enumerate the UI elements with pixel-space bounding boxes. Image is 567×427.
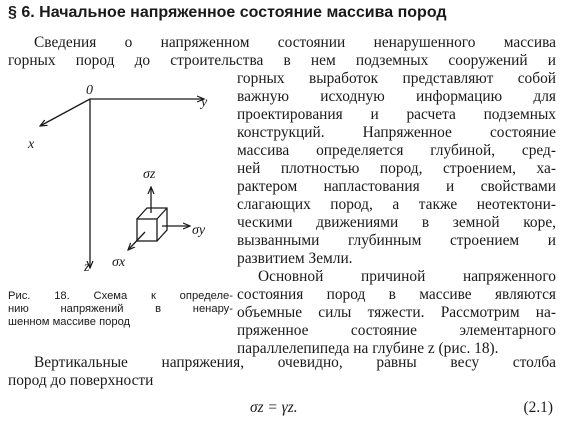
paragraph-line: проектирования и расчета подземных xyxy=(237,106,556,123)
section-heading: § 6. Начальное напряженное состояние массива пород xyxy=(8,4,447,21)
figure-caption-line: нию напряжений в ненару- xyxy=(8,303,233,315)
figure-caption-line: шенном массиве пород xyxy=(8,316,131,328)
paragraph-line: массива определяется глубиной, сред- xyxy=(237,142,556,159)
paragraph-line: рактером напластования и свойствами xyxy=(237,178,556,195)
paragraph-line: объемные силы тяжести. Рассмотрим на- xyxy=(237,304,556,321)
paragraph-line: пряженное состояние элементарного xyxy=(237,322,556,339)
x-axis xyxy=(40,99,90,126)
paragraph-line: ней плотностью пород, строением, ха- xyxy=(237,160,556,177)
paragraph-line: горных выработок представляют собой xyxy=(237,70,556,87)
paragraph-line: параллелепипеда на глубине z (рис. 18). xyxy=(237,340,499,357)
axis-label-y: y xyxy=(201,95,208,110)
stress-label-sigma-z: σz xyxy=(143,167,156,182)
paragraph-line: горных пород до строительства в нем подземных сооружений и xyxy=(8,52,556,69)
axis-label-z: z xyxy=(84,260,90,275)
paragraph-line: ческими движениями в земной коре, xyxy=(237,214,556,231)
figure-caption-line: Рис. 18. Схема к определе- xyxy=(8,290,233,302)
paragraph-line: Сведения о напряженном состоянии ненарушенного массива xyxy=(34,34,556,51)
paragraph-line: Основной причиной напряженного xyxy=(258,268,556,285)
equation-formula: σz = γz. xyxy=(250,399,298,416)
axis-label-x: x xyxy=(28,137,35,152)
paragraph-line: пород до поверхности xyxy=(8,372,154,389)
axis-label-origin: 0 xyxy=(86,83,93,98)
stress-label-sigma-y: σy xyxy=(192,223,206,238)
equation-number: (2.1) xyxy=(523,399,553,416)
stress-label-sigma-x: σx xyxy=(112,255,126,270)
paragraph-line: состояния пород в массиве являются xyxy=(237,286,556,303)
paragraph-line: развитием Земли. xyxy=(237,250,353,267)
paragraph-line: вызванными глубинным строением и xyxy=(237,232,556,249)
paragraph-line: важную исходную информацию для xyxy=(237,88,556,105)
paragraph-line: слагающих пород, а также неотектони- xyxy=(237,196,556,213)
paragraph-line: Вертикальные напряжения, очевидно, равны весу столба xyxy=(34,354,556,371)
paragraph-line: конструкций. Напряженное состояние xyxy=(237,124,556,141)
